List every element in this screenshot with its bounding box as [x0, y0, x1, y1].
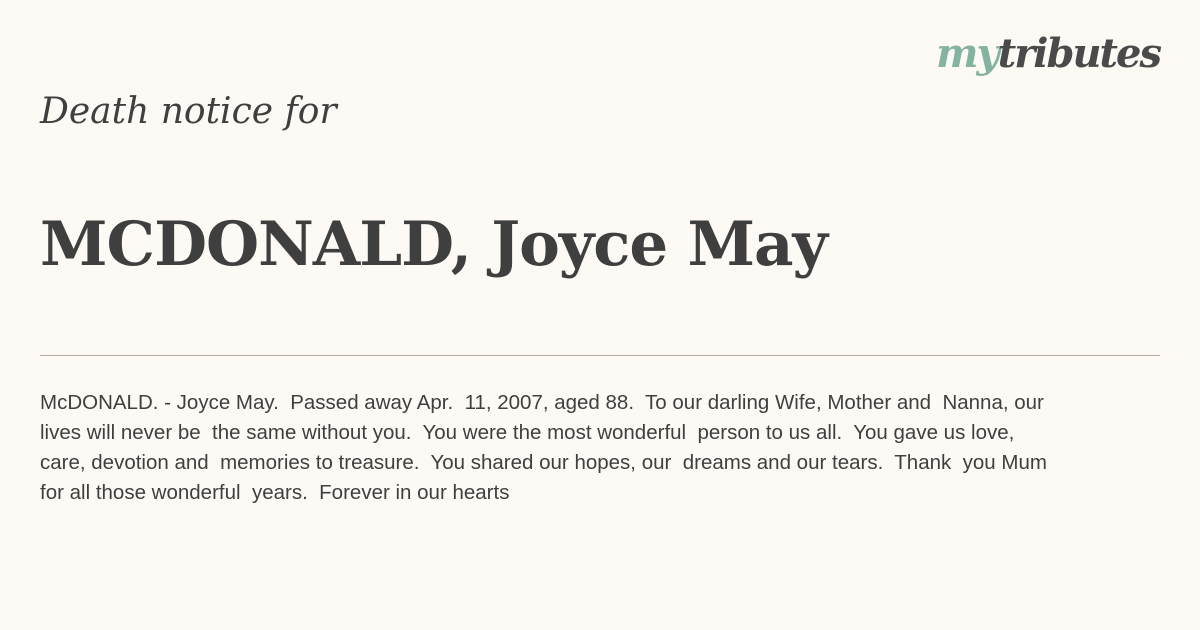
- divider: [40, 355, 1160, 356]
- notice-body-line: lives will never be the same without you. You were the most wonderful person to us all. You gave us love,: [40, 421, 1015, 444]
- logo-my-text: my: [936, 30, 998, 77]
- death-notice-intro: Death notice for: [40, 91, 337, 132]
- logo-tributes-text: tributes: [997, 30, 1160, 77]
- notice-body-line: for all those wonderful years. Forever in our hearts: [40, 481, 510, 504]
- notice-body-line: McDONALD. - Joyce May. Passed away Apr. 11, 2007, aged 88. To our darling Wife, Mother and Nanna, our: [40, 391, 1044, 414]
- notice-body-line: care, devotion and memories to treasure. You shared our hopes, our dreams and our tears. Thank you Mum: [40, 451, 1047, 474]
- deceased-name: MCDONALD, Joyce May: [40, 209, 827, 280]
- mytributes-logo[interactable]: [936, 30, 1160, 77]
- notice-body: [40, 388, 1160, 508]
